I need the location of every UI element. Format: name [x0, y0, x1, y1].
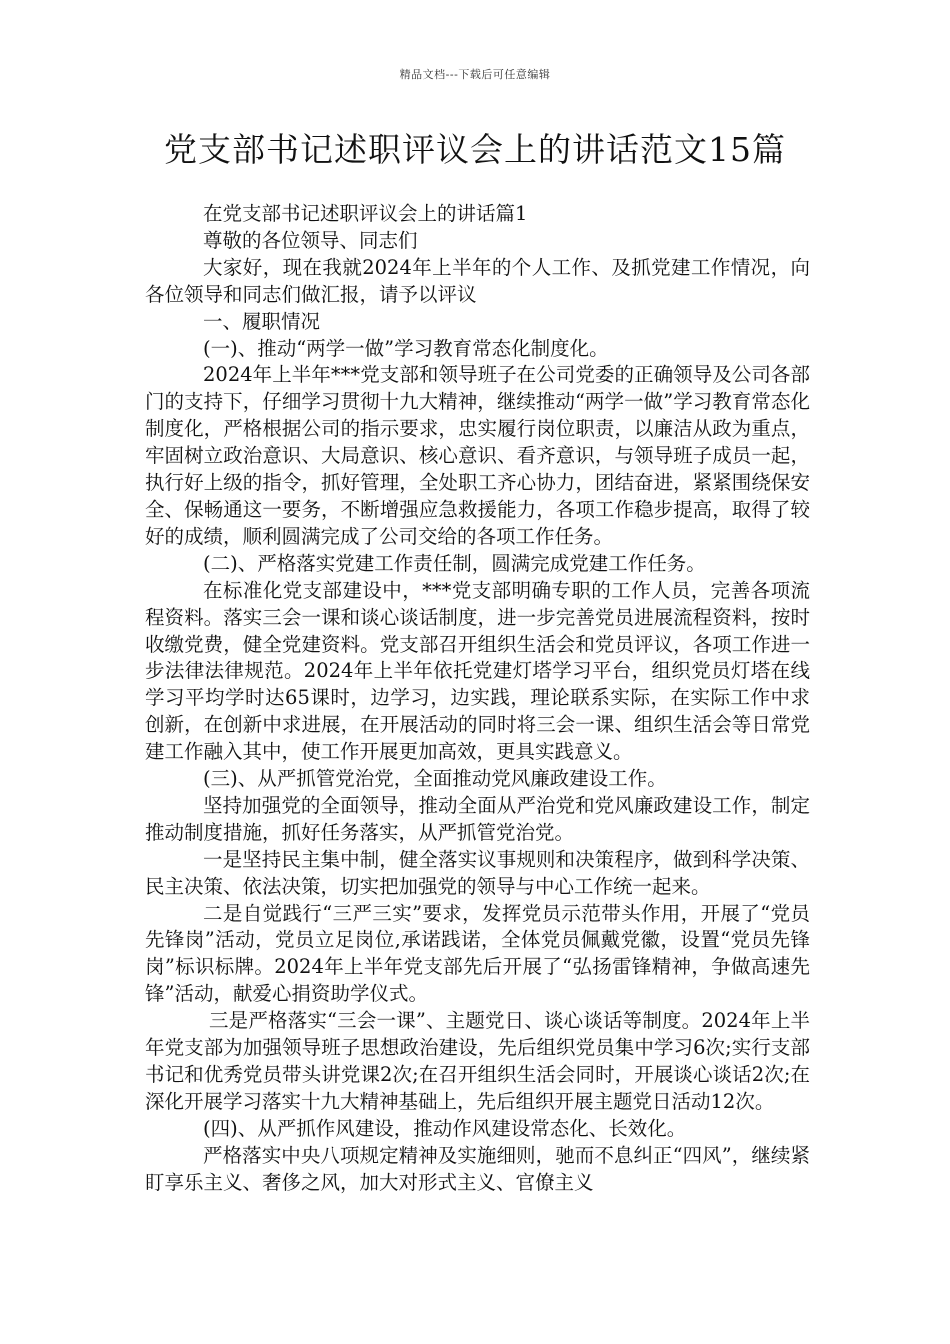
subheading-3: (三)、从严抓管党治党，全面推动党风廉政建设工作。 [203, 767, 667, 791]
page-header-note: 精品文档---下载后可任意编辑 [399, 68, 551, 81]
document-title: 党支部书记述职评议会上的讲话范文15篇 [164, 130, 786, 169]
heading-duty: 一、履职情况 [203, 309, 321, 333]
subheading-2: (二)、严格落实党建工作责任制，圆满完成党建工作任务。 [203, 551, 706, 575]
paragraph-3-point-2: 二是自觉践行“三严三实”要求，发挥党员示范带头作用，开展了“党员先锋岗”活动，党员立足岗位,承诺践诺，全体党员佩戴党徽，设置“党员先锋岗”标识标牌。2024年上半年党支部先后开展了“弘扬雷锋精神，争做高速先锋”活动，献爱心捐资助学仪式。 [145, 901, 810, 1006]
paragraph-3: 坚持加强党的全面领导，推动全面从严治党和党风廉政建设工作，制定推动制度措施，抓好任务落实，从严抓管党治党。 [145, 793, 810, 844]
document-body [145, 201, 810, 1197]
paragraph-opening: 大家好，现在我就2024年上半年的个人工作、及抓党建工作情况，向各位领导和同志们做汇报，请予以评议 [145, 255, 810, 306]
section-heading: 在党支部书记述职评议会上的讲话篇1 [203, 202, 528, 225]
paragraph-3-point-3: 三是严格落实“三会一课”、主题党日、谈心谈话等制度。2024年上半年党支部为加强领导班子思想政治建设，先后组织党员集中学习6次;实行支部书记和优秀党员带头讲党课2次;在召开组织生活会同时，开展谈心谈话2次;在深化开展学习落实十九大精神基础上，先后组织开展主题党日活动12次。 [145, 1009, 811, 1113]
subheading-4: (四)、从严抓作风建设，推动作风建设常态化、长效化。 [203, 1116, 687, 1140]
paragraph-4: 严格落实中央八项规定精神及实施细则，驰而不息纠正“四风”，继续紧盯享乐主义、奢侈之风，加大对形式主义、官僚主义 [145, 1143, 810, 1194]
subheading-1: (一)、推动“两学一做”学习教育常态化制度化。 [203, 336, 609, 360]
paragraph-3-point-1: 一是坚持民主集中制，健全落实议事规则和决策程序，做到科学决策、民主决策、依法决策，切实把加强党的领导与中心工作统一起来。 [145, 847, 810, 898]
paragraph-1: 2024年上半年***党支部和领导班子在公司党委的正确领导及公司各部门的支持下，仔细学习贯彻十九大精神，继续推动“两学一做”学习教育常态化制度化，严格根据公司的指示要求，忠实履行岗位职责，以廉洁从政为重点，牢固树立政治意识、大局意识、核心意识、看齐意识，与领导班子成员一起，执行好上级的指令，抓好管理，全处职工齐心协力，团结奋进，紧紧围绕保安全、保畅通这一要务，不断增强应急救援能力，各项工作稳步提高，取得了较好的成绩，顺利圆满完成了公司交给的各项工作任务。 [145, 363, 810, 548]
paragraph-2: 在标准化党支部建设中，***党支部明确专职的工作人员，完善各项流程资料。落实三会一课和谈心谈话制度，进一步完善党员进展流程资料，按时收缴党费，健全党建资料。党支部召开组织生活会和党员评议，各项工作进一步法律法律规范。2024年上半年依托党建灯塔学习平台，组织党员灯塔在线学习平均学时达65课时，边学习，边实践，理论联系实际，在实际工作中求创新，在创新中求进展，在开展活动的同时将三会一课、组织生活会等日常党建工作融入其中，使工作开展更加高效，更具实践意义。 [145, 578, 810, 764]
salutation: 尊敬的各位领导、同志们 [203, 228, 418, 252]
